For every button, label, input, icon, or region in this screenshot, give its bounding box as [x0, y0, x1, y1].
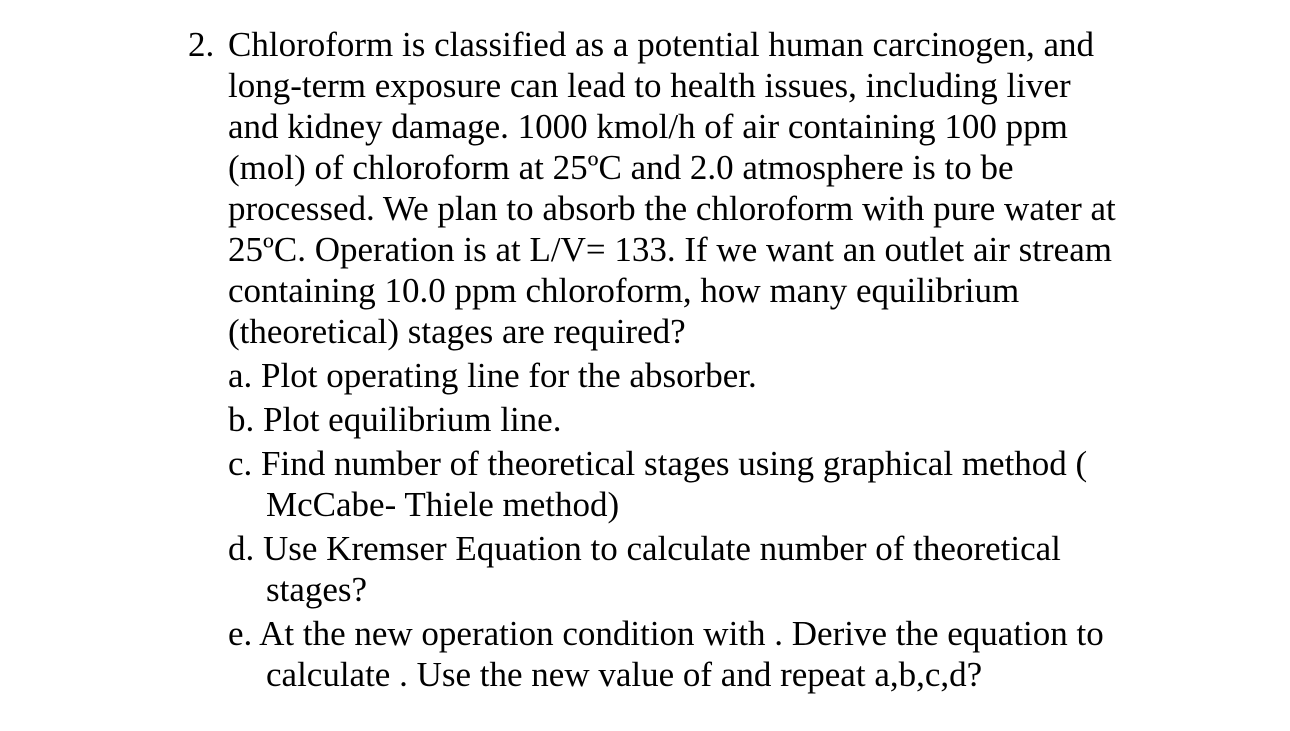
question-line-6: 25ºC. Operation is at L/V= 133. If we want an outlet air stream	[228, 230, 1112, 269]
sub-question-a-line: a. Plot operating line for the absorber.	[228, 356, 757, 395]
question-line-3: and kidney damage. 1000 kmol/h of air containing 100 ppm	[228, 107, 1068, 146]
sub-question-d	[228, 528, 1168, 610]
sub-question-c-line-2: McCabe- Thiele method)	[266, 485, 620, 524]
sub-question-c	[228, 443, 1168, 525]
problem-2	[188, 24, 1168, 698]
question-number: 2.	[188, 25, 215, 64]
sub-question-d-line-2: stages?	[266, 570, 368, 609]
sub-question-d-line-1: d. Use Kremser Equation to calculate number of theoretical	[228, 529, 1061, 568]
sub-question-a	[228, 355, 1168, 396]
question-line-8: (theoretical) stages are required?	[228, 312, 686, 351]
sub-question-b-line: b. Plot equilibrium line.	[228, 400, 562, 439]
question-line-4: (mol) of chloroform at 25ºC and 2.0 atmosphere is to be	[228, 148, 1014, 187]
question-text-line: Chloroform is classified as a potential human carcinogen, and	[228, 25, 1094, 64]
sub-question-c-line-1: c. Find number of theoretical stages using graphical method (	[228, 444, 1088, 483]
question-line-2: long-term exposure can lead to health issues, including liver	[228, 66, 1071, 105]
question-line-5: processed. We plan to absorb the chloroform with pure water at	[228, 189, 1116, 228]
sub-question-e-line-1: e. At the new operation condition with . Derive the equation to	[228, 614, 1104, 653]
question-line-7: containing 10.0 ppm chloroform, how many equilibrium	[228, 271, 1020, 310]
question-line-1	[188, 24, 1168, 65]
sub-question-e	[228, 613, 1168, 695]
sub-question-e-line-2: calculate . Use the new value of and repeat a,b,c,d?	[266, 655, 983, 694]
sub-question-list	[188, 355, 1168, 695]
sub-question-b	[228, 399, 1168, 440]
